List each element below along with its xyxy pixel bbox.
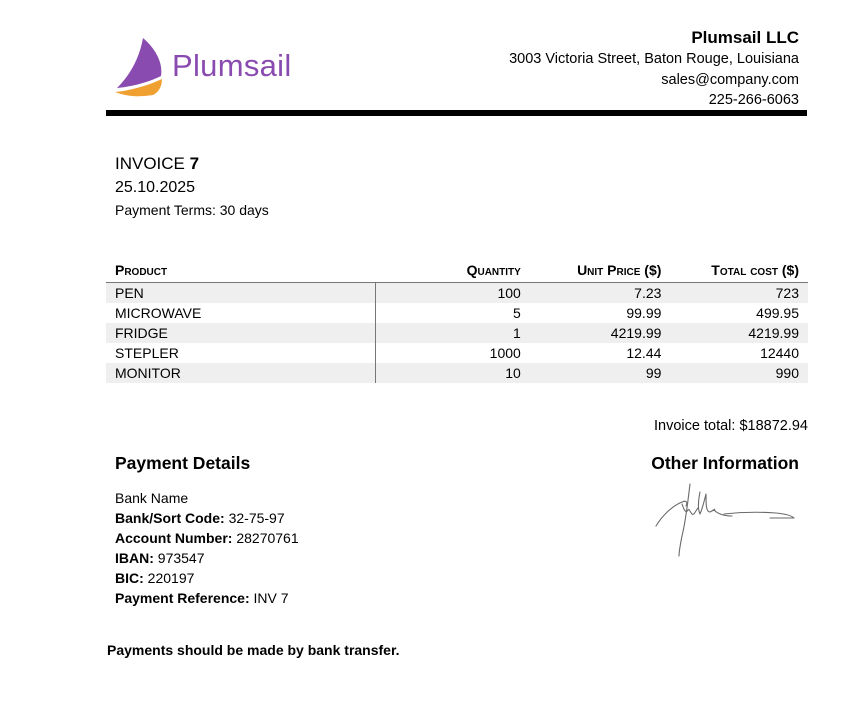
payment-reference-value: INV 7 [253, 590, 289, 606]
bic-value: 220197 [147, 570, 195, 586]
payment-details-list [115, 488, 299, 608]
sort-code-label: Bank/Sort Code: [115, 510, 225, 526]
cell-quantity: 1 [376, 323, 530, 343]
invoice-date: 25.10.2025 [115, 179, 196, 196]
cell-unit-price: 4219.99 [530, 323, 671, 343]
company-phone: 225-266-6063 [708, 92, 799, 108]
cell-total: 499.95 [756, 305, 799, 321]
table-row [106, 303, 808, 323]
bic-label: BIC: [115, 570, 144, 586]
invoice-label: INVOICE [115, 154, 185, 173]
invoice-number: 7 [189, 154, 200, 173]
bic-line [115, 568, 299, 588]
items-table [106, 260, 808, 383]
company-email: sales@company.com [661, 71, 799, 88]
sort-code-line [115, 508, 299, 528]
header-product: Product [106, 260, 376, 283]
cell-total: 4219.99 [670, 323, 808, 343]
header-total-cost: Total cost ($) [670, 260, 808, 283]
company-address: 3003 Victoria Street, Baton Rouge, Louisiana [509, 51, 799, 67]
header-divider [106, 110, 807, 116]
payment-terms: Payment Terms: 30 days [115, 202, 269, 218]
bank-name: Bank Name [115, 490, 189, 506]
iban-line [115, 548, 299, 568]
cell-unit-price: 99 [530, 363, 671, 383]
account-number-label: Account Number: [115, 530, 233, 546]
footer-note: Payments should be made by bank transfer. [107, 642, 400, 658]
cell-unit-price: 12.44 [626, 345, 662, 361]
cell-unit-price: 99.99 [626, 305, 662, 321]
table-row [106, 283, 808, 304]
cell-unit-price: 7.23 [530, 283, 671, 304]
cell-product: STEPLER [106, 343, 376, 363]
logo-text: Plumsail [172, 48, 292, 83]
cell-product: MICROWAVE [106, 303, 376, 323]
cell-total: 12440 [760, 345, 799, 361]
cell-product: PEN [106, 283, 376, 304]
company-name: Plumsail LLC [691, 28, 799, 47]
cell-total: 723 [670, 283, 808, 304]
cell-quantity: 1000 [489, 345, 521, 361]
invoice-title [115, 154, 199, 174]
signature-icon [652, 480, 802, 562]
cell-quantity: 100 [376, 283, 530, 304]
account-number-line [115, 528, 299, 548]
iban-value: 973547 [157, 550, 205, 566]
cell-total: 990 [670, 363, 808, 383]
sort-code-value: 32-75-97 [228, 510, 285, 526]
invoice-total: Invoice total: $18872.94 [654, 418, 808, 434]
payment-reference-label: Payment Reference: [115, 590, 250, 606]
cell-product: MONITOR [106, 363, 376, 383]
sail-logo-icon [113, 36, 169, 98]
header-quantity: Quantity [376, 260, 530, 283]
company-info [509, 27, 799, 111]
cell-quantity: 10 [376, 363, 530, 383]
table-row [106, 343, 808, 363]
header-unit-price: Unit Price ($) [530, 260, 671, 283]
account-number-value: 28270761 [236, 530, 299, 546]
cell-product: FRIDGE [106, 323, 376, 343]
company-logo [113, 36, 303, 98]
payment-details-title: Payment Details [115, 453, 251, 473]
table-row [106, 363, 808, 383]
cell-quantity: 5 [513, 305, 521, 321]
table-header-row [106, 260, 808, 283]
other-information-title: Other Information [651, 453, 799, 473]
table-row [106, 323, 808, 343]
iban-label: IBAN: [115, 550, 154, 566]
payment-reference-line [115, 588, 299, 608]
